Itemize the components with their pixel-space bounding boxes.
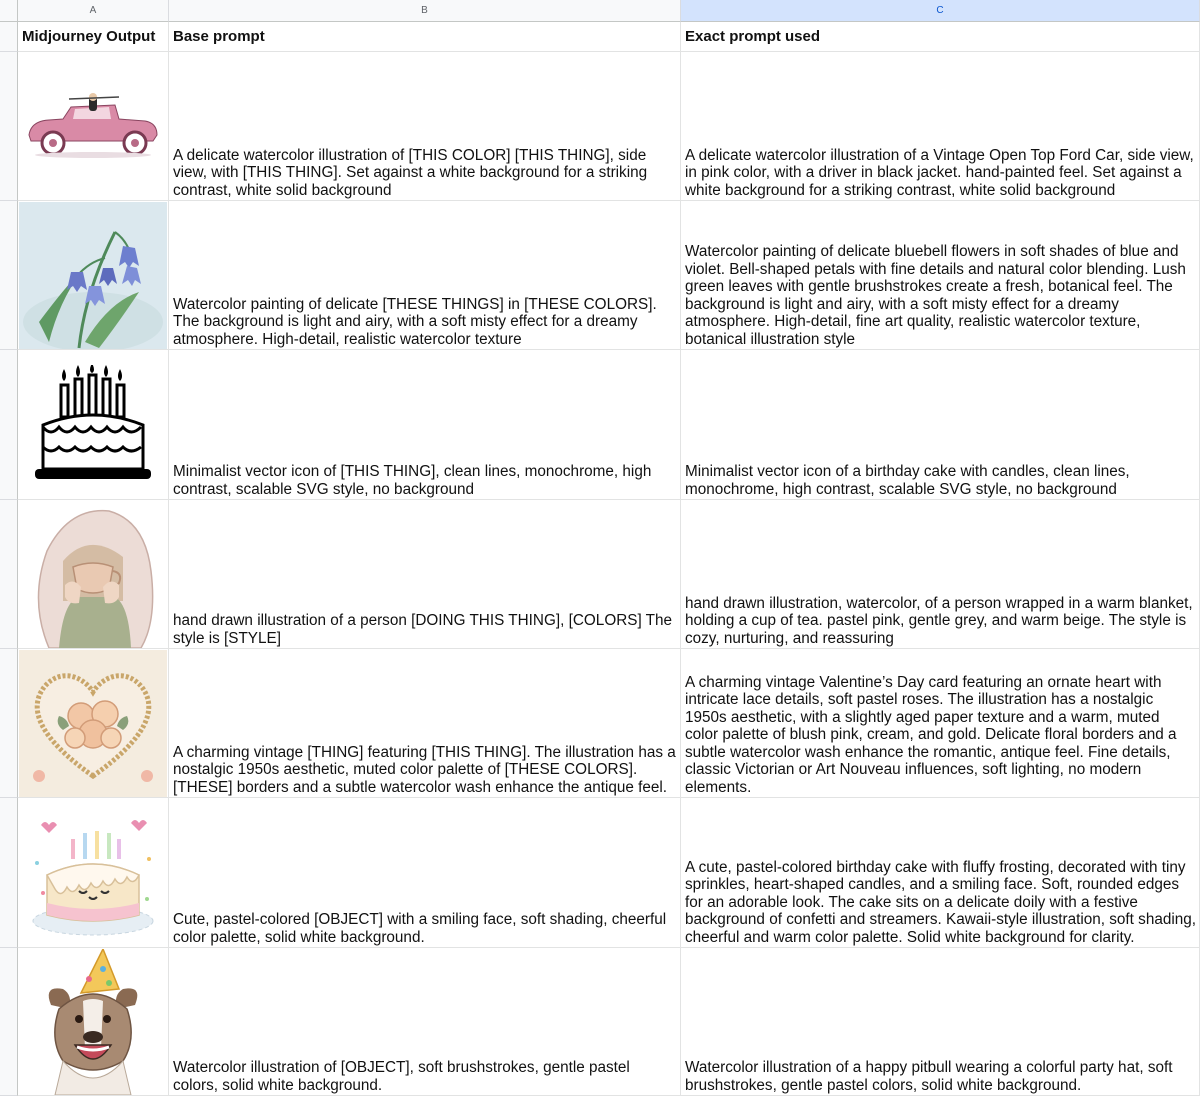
header-cell-a[interactable]: Midjourney Output bbox=[18, 22, 169, 52]
person-with-tea-image bbox=[19, 501, 167, 648]
exact-prompt-cell[interactable]: A delicate watercolor illustration of a Vintage Open Top Ford Car, side view, in pink color, with a driver in black jacket. hand-painted feel. Set against a white background for a striking contrast, white solid background bbox=[681, 52, 1200, 201]
image-cell[interactable] bbox=[18, 649, 169, 798]
row-header[interactable] bbox=[0, 798, 18, 948]
column-header-b[interactable]: B bbox=[169, 0, 681, 22]
birthday-cake-icon-image bbox=[33, 365, 153, 485]
pastel-birthday-cake-image bbox=[23, 803, 163, 943]
row-header[interactable] bbox=[0, 500, 18, 649]
base-prompt-cell[interactable]: Cute, pastel-colored [OBJECT] with a smiling face, soft shading, cheerful color palette, solid white background. bbox=[169, 798, 681, 948]
image-cell[interactable] bbox=[18, 948, 169, 1096]
header-cell-c[interactable]: Exact prompt used bbox=[681, 22, 1200, 52]
vintage-pink-car-image bbox=[23, 91, 163, 161]
image-cell[interactable] bbox=[18, 500, 169, 649]
exact-prompt-cell[interactable]: Watercolor painting of delicate bluebell flowers in soft shades of blue and violet. Bell-shaped petals with fine details and natural color blending. Lush green leaves with gentle brushstrokes create a fresh, botanical feel. The background is light and airy, with a soft misty effect for a dreamy atmosphere. High-detail, fine art quality, realistic watercolor texture, botanical illustration style bbox=[681, 201, 1200, 350]
base-prompt-cell[interactable]: A charming vintage [THING] featuring [THIS THING]. The illustration has a nostalgic 1950s aesthetic, muted color palette of [THESE COLORS]. [THESE] borders and a subtle watercolor wash enhance the antique feel. bbox=[169, 649, 681, 798]
image-cell[interactable] bbox=[18, 350, 169, 500]
pitbull-party-hat-image bbox=[23, 949, 163, 1095]
exact-prompt-cell[interactable]: A charming vintage Valentine’s Day card featuring an ornate heart with intricate lace details, soft pastel roses. The illustration has a nostalgic 1950s aesthetic, with a slightly aged paper texture and a warm, muted color palette of blush pink, cream, and gold. Delicate floral borders and a subtle watercolor wash enhance the romantic, antique feel. Fine details, classic Victorian or Art Nouveau influences, soft lighting, no modern elements. bbox=[681, 649, 1200, 798]
exact-prompt-cell[interactable]: Watercolor illustration of a happy pitbull wearing a colorful party hat, soft brushstrokes, gentle pastel colors, solid white background. bbox=[681, 948, 1200, 1096]
header-cell-b[interactable]: Base prompt bbox=[169, 22, 681, 52]
bluebell-flowers-image bbox=[19, 202, 167, 349]
image-cell[interactable] bbox=[18, 52, 169, 201]
image-cell[interactable] bbox=[18, 798, 169, 948]
image-cell[interactable] bbox=[18, 201, 169, 350]
row-header[interactable] bbox=[0, 52, 18, 201]
base-prompt-cell[interactable]: Watercolor illustration of [OBJECT], soft brushstrokes, gentle pastel colors, solid white background. bbox=[169, 948, 681, 1096]
valentine-heart-card-image bbox=[19, 650, 167, 797]
row-header[interactable] bbox=[0, 649, 18, 798]
exact-prompt-cell[interactable]: Minimalist vector icon of a birthday cake with candles, clean lines, monochrome, high contrast, scalable SVG style, no background bbox=[681, 350, 1200, 500]
base-prompt-cell[interactable]: Watercolor painting of delicate [THESE THINGS] in [THESE COLORS]. The background is light and airy, with a soft misty effect for a dreamy atmosphere. High-detail, realistic watercolor texture bbox=[169, 201, 681, 350]
column-header-a[interactable]: A bbox=[18, 0, 169, 22]
row-header[interactable] bbox=[0, 201, 18, 350]
base-prompt-cell[interactable]: A delicate watercolor illustration of [THIS COLOR] [THIS THING], side view, with [THIS THING]. Set against a white background for a striking contrast, white solid background bbox=[169, 52, 681, 201]
row-header[interactable] bbox=[0, 350, 18, 500]
row-header[interactable] bbox=[0, 948, 18, 1096]
column-header-c[interactable]: C bbox=[681, 0, 1200, 22]
row-header[interactable] bbox=[0, 22, 18, 52]
exact-prompt-cell[interactable]: hand drawn illustration, watercolor, of a person wrapped in a warm blanket, holding a cup of tea. pastel pink, gentle grey, and warm beige. The style is cozy, nurturing, and reassuring bbox=[681, 500, 1200, 649]
exact-prompt-cell[interactable]: A cute, pastel-colored birthday cake with fluffy frosting, decorated with tiny sprinkles, heart-shaped candles, and a smiling face. Soft, rounded edges for an adorable look. The cake sits on a delicate doily with a festive background of confetti and streamers. Kawaii-style illustration, soft shading, cheerful and warm color palette. Solid white background for clarity. bbox=[681, 798, 1200, 948]
base-prompt-cell[interactable]: hand drawn illustration of a person [DOING THIS THING], [COLORS] The style is [STYLE] bbox=[169, 500, 681, 649]
select-all-corner[interactable] bbox=[0, 0, 18, 22]
base-prompt-cell[interactable]: Minimalist vector icon of [THIS THING], clean lines, monochrome, high contrast, scalable SVG style, no background bbox=[169, 350, 681, 500]
